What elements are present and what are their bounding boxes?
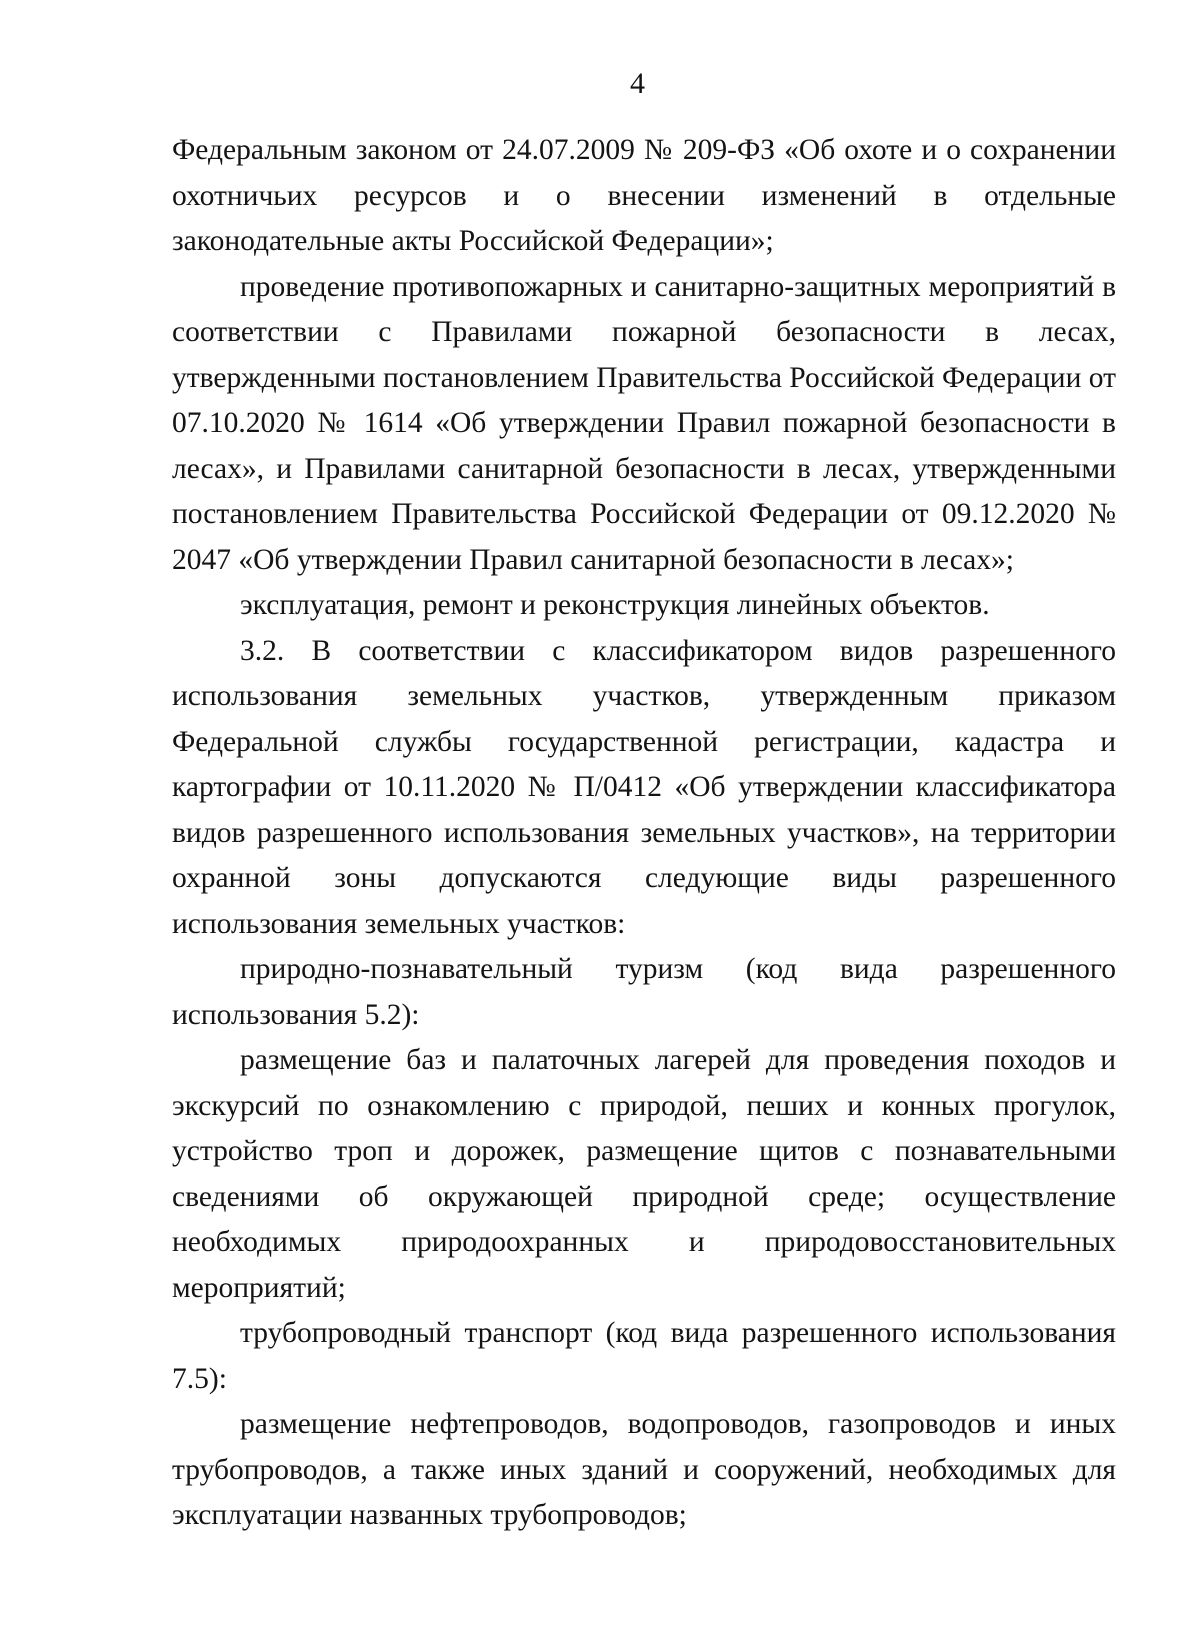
- paragraph-fire-sanitary-measures: проведение противопожарных и санитарно-защитных мероприятий в соответствии с Правилами пожарной безопасности в лесах, утвержденными постановлением Правительства Российской Федерации от 07.10.2020 № 1614 «Об утверждении Правил пожарной безопасности в лесах», и Правилами санитарной безопасности в лесах, утвержденными постановлением Правительства Российской Федерации от 09.12.2020 № 2047 «Об утверждении Правил санитарной безопасности в лесах»;: [172, 270, 1116, 576]
- paragraph-pipelines-placement: размещение нефтепроводов, водопроводов, газопроводов и иных трубопроводов, а также иных зданий и сооружений, необходимых для эксплуатации названных трубопроводов;: [172, 1408, 1116, 1531]
- page-number: 4: [630, 67, 645, 100]
- paragraph-federal-law: Федеральным законом от 24.07.2009 № 209-ФЗ «Об охоте и о сохранении охотничьих ресурсов и о внесении изменений в отдельные законодательные акты Российской Федерации»;: [172, 134, 1116, 257]
- document-body: [172, 128, 1116, 1539]
- paragraph-camps-excursions: размещение баз и палаточных лагерей для проведения походов и экскурсий по ознакомлению с природой, пеших и конных прогулок, устройство троп и дорожек, размещение щитов с познавательными сведениями об окружающей природной среде; осуществление необходимых природоохранных и природовосстановительных мероприятий;: [172, 1044, 1116, 1304]
- paragraph-linear-objects: эксплуатация, ремонт и реконструкция линейных объектов.: [240, 589, 990, 621]
- paragraph-3-2-classifier: 3.2. В соответствии с классификатором видов разрешенного использования земельных участков, утвержденным приказом Федеральной службы государственной регистрации, кадастра и картографии от 10.11.2020 № П/0412 «Об утверждении классификатора видов разрешенного использования земельных участков», на территории охранной зоны допускаются следующие виды разрешенного использования земельных участков:: [172, 634, 1116, 940]
- paragraph-nature-tourism: природно-познавательный туризм (код вида разрешенного использования 5.2):: [172, 953, 1116, 1031]
- paragraph-pipeline-transport: трубопроводный транспорт (код вида разрешенного использования 7.5):: [172, 1317, 1116, 1395]
